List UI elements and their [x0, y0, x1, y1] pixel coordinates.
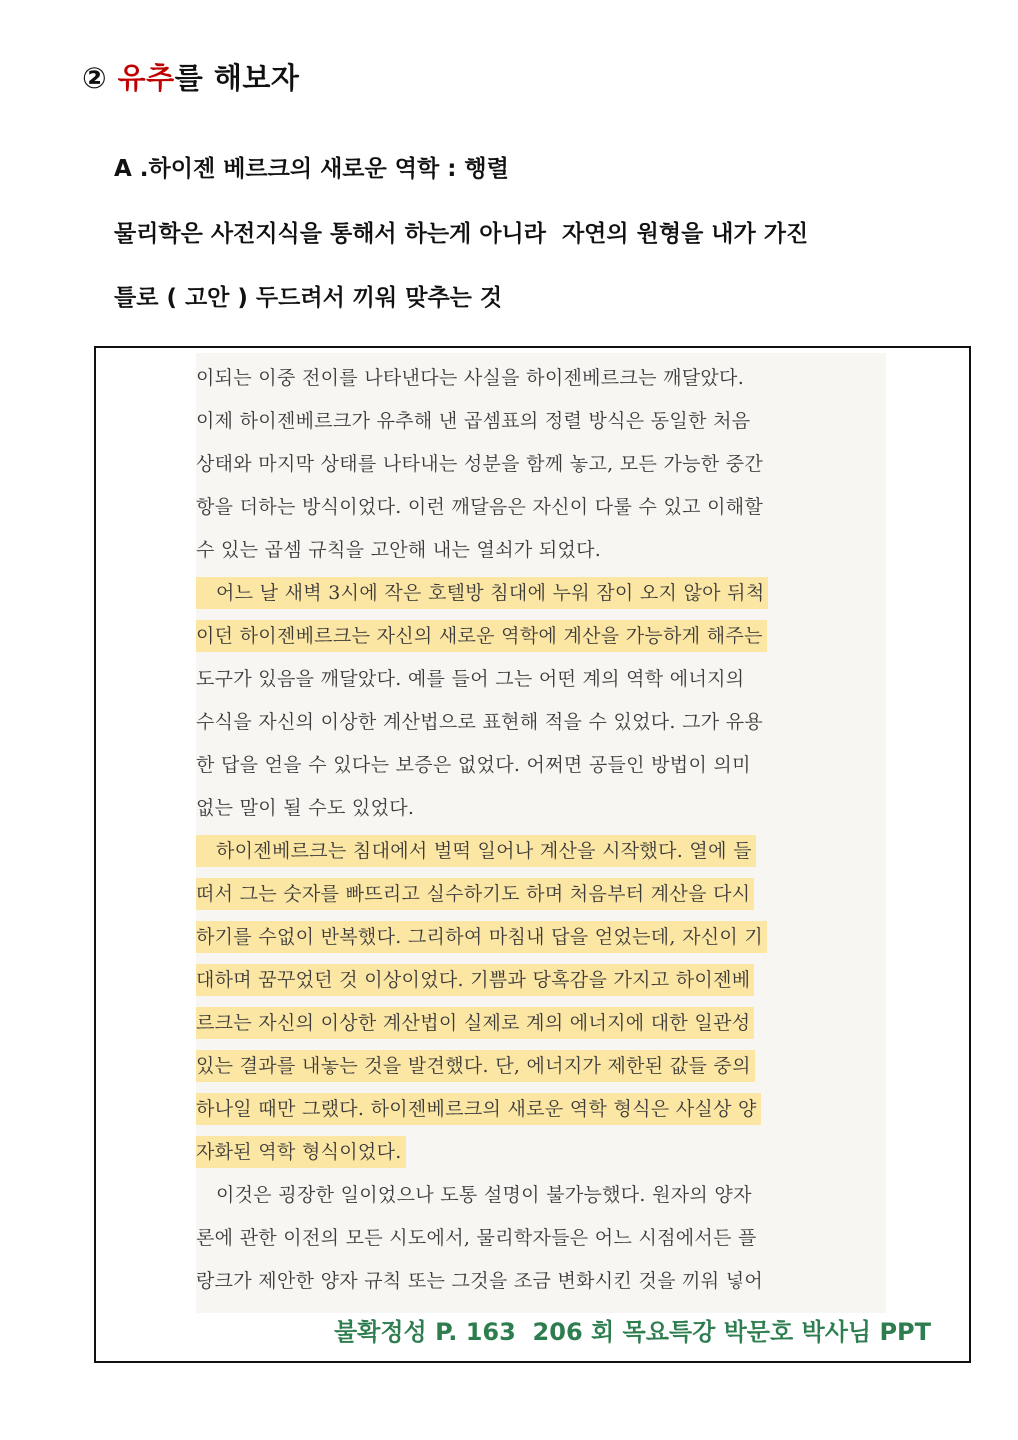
excerpt-box [94, 346, 971, 1363]
excerpt-line: 상태와 마지막 상태를 나타내는 성분을 함께 놓고, 모든 가능한 중간 [196, 453, 764, 475]
excerpt-line: 이되는 이중 전이를 나타낸다는 사실을 하이젠베르크는 깨달았다. [196, 367, 745, 389]
excerpt-line: 한 답을 얻을 수 있다는 보증은 없었다. 어쩌면 공들인 방법이 의미 [196, 754, 751, 776]
excerpt-line: 있는 결과를 내놓는 것을 발견했다. 단, 에너지가 제한된 값들 중의 [196, 1050, 755, 1082]
excerpt-line: 론에 관한 이전의 모든 시도에서, 물리학자들은 어느 시점에서든 플 [196, 1227, 757, 1249]
heading-number: ② [82, 61, 108, 95]
body-line-2: 틀로 ( 고안 ) 두드려서 끼워 맞추는 것 [114, 285, 503, 311]
excerpt-line: 하이젠베르크는 침대에서 벌떡 일어나 계산을 시작했다. 열에 들 [196, 835, 756, 867]
source-caption: 불확정성 P. 163 206 회 목요특강 박문호 박사님 PPT [333, 1318, 931, 1346]
page-heading [82, 56, 299, 97]
excerpt-line: 수 있는 곱셈 규칙을 고안해 내는 열쇠가 되었다. [196, 539, 602, 561]
excerpt-line: 이제 하이젠베르크가 유추해 낸 곱셈표의 정렬 방식은 동일한 처음 [196, 410, 751, 432]
heading-rest: 를 해보자 [174, 61, 300, 95]
excerpt-line: 대하며 꿈꾸었던 것 이상이었다. 기쁨과 당혹감을 가지고 하이젠베 [196, 964, 754, 996]
excerpt-line: 어느 날 새벽 3시에 작은 호텔방 침대에 누워 잠이 오지 않아 뒤척 [196, 577, 768, 609]
excerpt-line: 도구가 있음을 깨달았다. 예를 들어 그는 어떤 계의 역학 에너지의 [196, 668, 745, 690]
section-subheading: A .하이젠 베르크의 새로운 역학 : 행렬 [114, 156, 509, 182]
excerpt-line: 랑크가 제안한 양자 규칙 또는 그것을 조금 변화시킨 것을 끼워 넣어 [196, 1270, 764, 1292]
excerpt-line: 르크는 자신의 이상한 계산법이 실제로 계의 에너지에 대한 일관성 [196, 1007, 754, 1039]
excerpt-line: 하기를 수없이 반복했다. 그리하여 마침내 답을 얻었는데, 자신이 기 [196, 921, 767, 953]
excerpt-line: 이것은 굉장한 일이었으나 도통 설명이 불가능했다. 원자의 양자 [216, 1184, 752, 1206]
excerpt-line: 이던 하이젠베르크는 자신의 새로운 역학에 계산을 가능하게 해주는 [196, 620, 767, 652]
excerpt-line: 떠서 그는 숫자를 빠뜨리고 실수하기도 하며 처음부터 계산을 다시 [196, 878, 754, 910]
excerpt-line: 하나일 때만 그랬다. 하이젠베르크의 새로운 역학 형식은 사실상 양 [196, 1093, 761, 1125]
excerpt-line: 자화된 역학 형식이었다. [196, 1136, 406, 1168]
heading-accent: 유추 [117, 61, 175, 95]
body-line-1: 물리학은 사전지식을 통해서 하는게 아니라 자연의 원형을 내가 가진 [114, 221, 809, 247]
excerpt-line: 없는 말이 될 수도 있었다. [196, 797, 415, 819]
excerpt-line: 수식을 자신의 이상한 계산법으로 표현해 적을 수 있었다. 그가 유용 [196, 711, 764, 733]
excerpt-line: 항을 더하는 방식이었다. 이런 깨달음은 자신이 다룰 수 있고 이해할 [196, 496, 764, 518]
